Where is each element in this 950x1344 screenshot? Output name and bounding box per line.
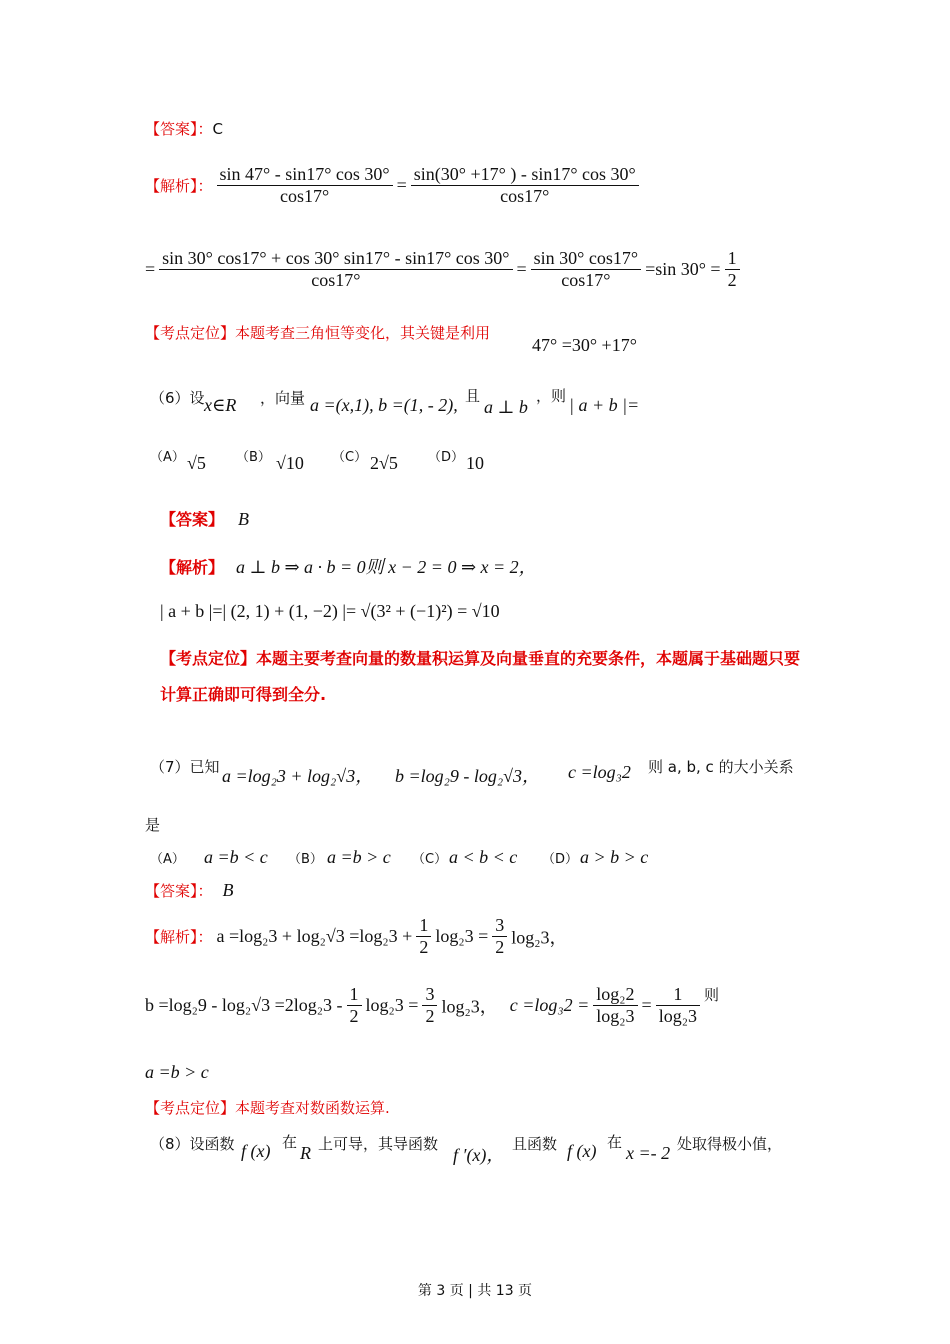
q5-analysis-line1: 【解析】： $\frac{\sin 47^\circ - \sin 17^\circ \cos 30^\circ}{\cos 17^\circ}$ = $\frac{\sin(30^\circ +17^\circ ) - \sin 17^\circ \cos 30^\circ}{\cos 17^\circ}$ (145, 164, 639, 207)
q7-opt-a-value: a =b < c (204, 847, 268, 867)
q7-opt-c-value: a < b < c (449, 847, 518, 867)
q6-analysis-line2: | a + b |=| (2, 1) + (1, −2) |= √(3² + (−1)²) = √10 (160, 601, 500, 621)
page-footer: 第 3 页 | 共 13 页 (417, 1283, 533, 1299)
q6-kaodian-line1: 【考点定位】本题主要考查向量的数量积运算及向量垂直的充要条件，本题属于基础题只要 (160, 649, 801, 668)
kaodian-label: 【考点定位】 (145, 324, 236, 342)
q5-frac4: $\frac{\sin 30^\circ \cos 17^\circ}{\cos 17^\circ}$ (531, 248, 641, 291)
q5-frac3: $\frac{\sin 30^\circ \cos 17^\circ + \cos 30^\circ \sin 17^\circ - \sin 17^\circ \cos 30^\circ}{\cos 17^\circ}$ (159, 248, 512, 291)
q6-opt-a-value: √5 (187, 453, 206, 473)
q6-answer-value: B (238, 509, 250, 529)
q7-analysis-line2: b =log₂9 - log₂√3 =2log₂3 - $\frac{1}{2}$ log₂3 = $\frac{3}{2}$ log₂3， c =log₃2 = $\frac{\text{log₂2}}{\text{log₂3}}$ = $\frac{1}{\text{log₂3}}$ 则 (145, 984, 719, 1026)
analysis-label-bold: 【解析】 (160, 558, 225, 577)
q6-analysis: 【解析】 a ⊥ b ⇒ a · b = 0则 x − 2 = 0 ⇒ x = 2， (160, 557, 537, 577)
q5-frac1: $\frac{\sin 47^\circ - \sin 17^\circ \cos 30^\circ}{\cos 17^\circ}$ (217, 164, 393, 207)
q7-answer-line: 【答案】： B (145, 880, 234, 900)
q6-opt-b-value: √10 (276, 453, 304, 473)
q7-kaodian: 【考点定位】本题考查对数函数运算. (145, 1099, 390, 1117)
q6-stem: （6）设 (150, 389, 205, 407)
q6-opt-a-label: （A） (150, 450, 185, 465)
q7-opt-b-label: （B） (288, 852, 323, 867)
q7-analysis-line3: a =b > c (145, 1062, 209, 1082)
q5-frac-half: $\frac{1}{2}$ (725, 248, 740, 291)
q7-answer-value: B (222, 880, 234, 900)
q6-opt-d-label: （D） (428, 450, 465, 465)
q5-kaodian: 【考点定位】本题考查三角恒等变化，其关键是利用 (145, 324, 491, 342)
q7-opt-b-value: a =b > c (327, 847, 391, 867)
q7-opt-c-label: （C） (412, 852, 448, 867)
q6-kaodian-line2: 计算正确即可得到全分. (160, 685, 327, 704)
q6-opt-d-value: 10 (466, 453, 484, 473)
q8-stem-prefix: （8）设函数 (150, 1135, 235, 1153)
q5-kaodian-formula: 47° =30° +17° (532, 335, 637, 355)
q7-opt-a-label: （A） (150, 852, 185, 867)
q6-answer-line (160, 507, 249, 530)
q7-stem-prefix: （7）已知 (150, 758, 220, 776)
q5-frac2: $\frac{\sin(30^\circ +17^\circ ) - \sin 17^\circ \cos 30^\circ}{\cos 17^\circ}$ (411, 164, 639, 207)
q5-answer-value: C (212, 120, 223, 138)
q6-opt-b-label: （B） (236, 450, 271, 465)
q5-analysis-line2: = $\frac{\sin 30^\circ \cos 17^\circ + \cos 30^\circ \sin 17^\circ - \sin 17^\circ \cos 30^\circ}{\cos 17^\circ}$ = $\frac{\sin 30^\circ \cos 17^\circ}{\cos 17^\circ}$ =sin 30° = $\frac{1}{2}$ (145, 248, 740, 291)
q5-answer-line (145, 118, 223, 139)
q6-opt-c-value: 2√5 (370, 453, 398, 473)
analysis-label: 【解析】： (145, 177, 213, 195)
answer-label: 【答案】： (145, 120, 213, 138)
q7-opt-d-label: （D） (542, 852, 579, 867)
answer-label-bold: 【答案】 (160, 510, 225, 529)
q6-opt-c-label: （C） (332, 450, 368, 465)
q7-opt-d-value: a > b > c (580, 847, 649, 867)
q7-analysis-line1: 【解析】： a =log₂3 + log₂√3 =log₂3 + $\frac{1}{2}$ log₂3 = $\frac{3}{2}$ log₂3， (145, 915, 568, 957)
